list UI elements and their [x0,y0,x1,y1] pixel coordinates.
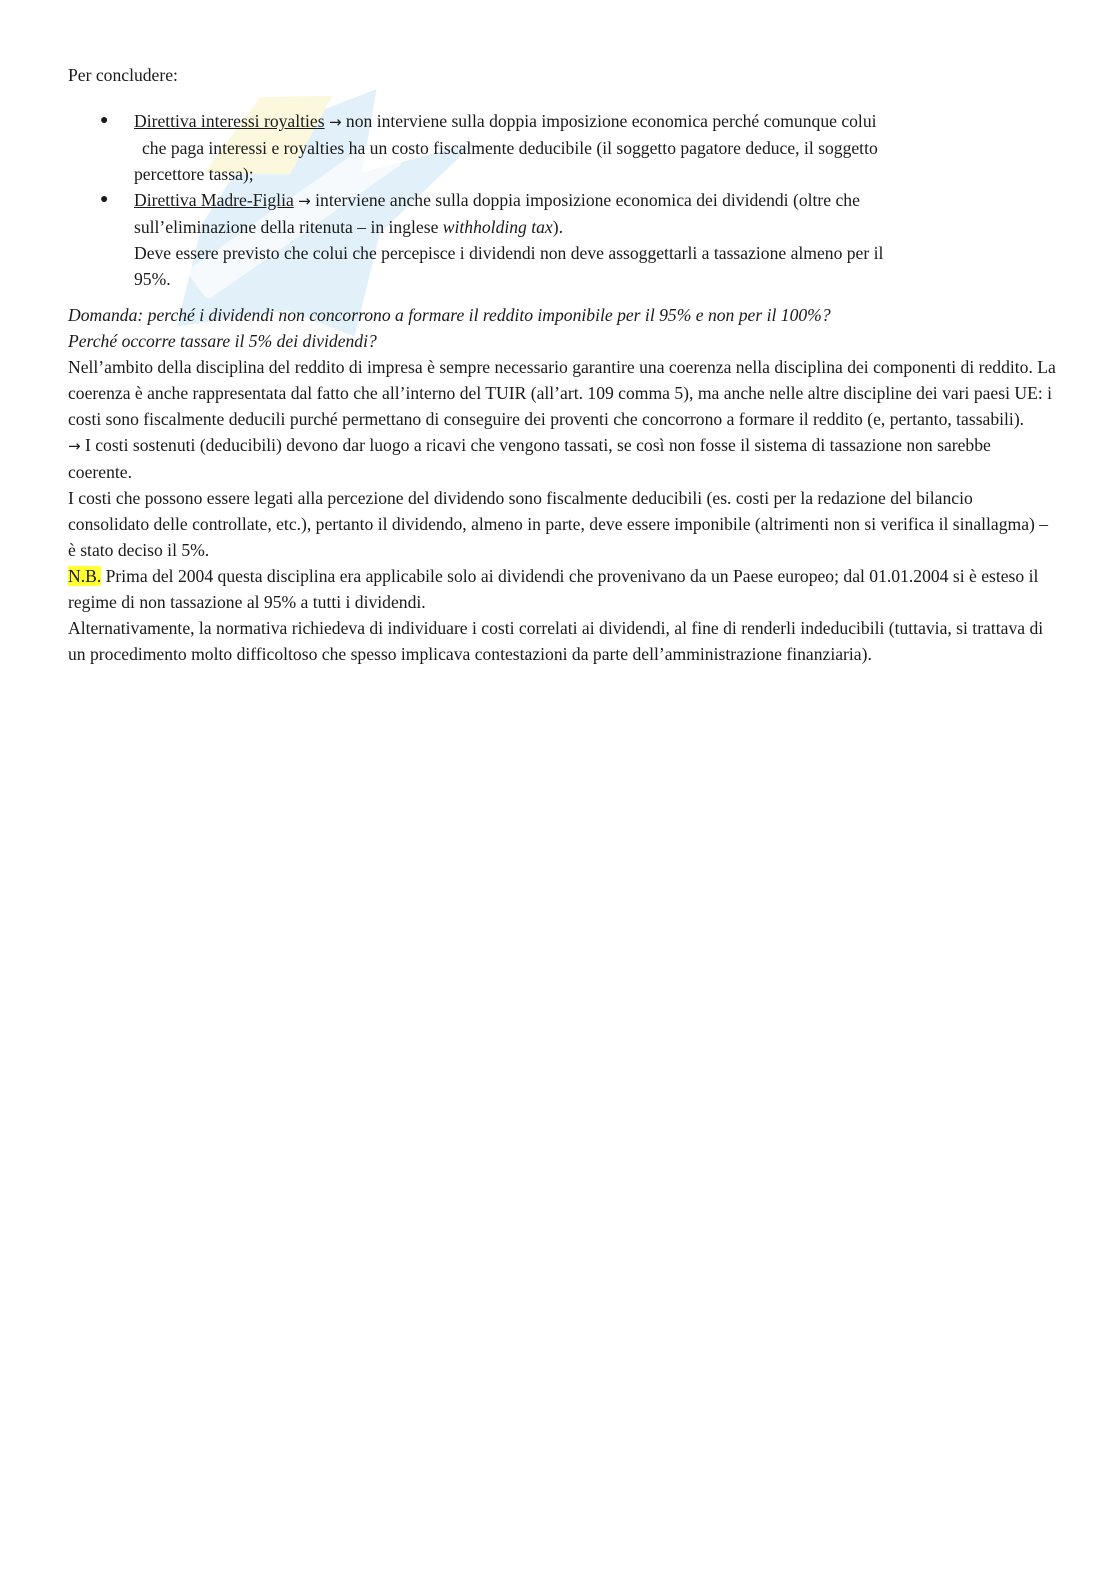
body-paragraph-5: Alternativamente, la normativa richiedeva di individuare i costi correlati ai dividendi, al fine di renderli indeducibili (tuttavia, si trattava di un procedimento molto difficoltoso che spesso implicava contestazioni da parte dell’amministrazione finanziaria). [68,618,1044,664]
arrow-right-icon: → [328,113,342,131]
withholding-tax-term: withholding tax [442,217,553,237]
list-item-royalties [68,108,1058,187]
list-item-madre-figlia [68,187,1058,292]
body-paragraph-2-text: I costi sostenuti (deducibili) devono dar luogo a ricavi che vengono tassati, se così non fosse il sistema di tassazione non sarebbe coerente. [68,435,991,482]
document-content [68,62,1058,667]
madre-figlia-line1: interviene anche sulla doppia imposizione economica dei dividendi (oltre che [310,190,860,210]
nb-paragraph [68,563,1058,615]
madre-figlia-line4: 95%. [134,269,171,289]
intro-text: Per concludere: [68,65,178,85]
royalties-line3: percettore tassa); [134,164,254,184]
madre-figlia-line3: Deve essere previsto che colui che percepisce i dividendi non deve assoggettarli a tassazione almeno per il [134,243,884,263]
question-line1: Domanda: perché i dividendi non concorrono a formare il reddito imponibile per il 95% e non per il 100%? [68,305,831,325]
body-paragraph-3: I costi che possono essere legati alla percezione del dividendo sono fiscalmente deducibili (es. costi per la redazione del bilancio consolidato delle controllate, etc.), pertanto il dividendo, almeno in parte, deve essere imponibile (altrimenti non si verifica il sinallagma) – è stato deciso il 5%. [68,488,1049,560]
arrow-right-icon: → [68,437,81,455]
bullet-icon: ● [100,192,109,207]
royalties-line1: non interviene sulla doppia imposizione economica perché comunque colui [341,111,877,131]
madre-figlia-line2-text: sull’eliminazione della ritenuta – in inglese [134,217,443,237]
arrow-right-icon: → [298,192,311,210]
body-paragraph-2 [68,432,1058,485]
term-madre-figlia: Direttiva Madre-Figlia [134,190,294,210]
madre-figlia-line2-end: ). [552,217,564,237]
directive-list [68,108,1058,292]
question-line2: Perché occorre tassare il 5% dei dividendi? [68,331,377,351]
bullet-icon: ● [100,113,109,128]
nb-text: Prima del 2004 questa disciplina era applicabile solo ai dividendi che provenivano da un Paese europeo; dal 01.01.2004 si è esteso il regime di non tassazione al 95% a tutti i dividendi. [68,566,1039,612]
nb-label: N.B. [68,566,102,586]
body-paragraph-1: Nell’ambito della disciplina del reddito di impresa è sempre necessario garantire una coerenza nella disciplina dei componenti di reddito. La coerenza è anche rappresentata dal fatto che all’interno del TUIR (all’art. 109 comma 5), ma anche nelle altre discipline dei vari paesi UE: i costi sono fiscalmente deducili purché permettano di conseguire dei proventi che concorrono a formare il reddito (e, pertanto, tassabili). [68,357,1056,429]
term-royalties: Direttiva interessi royalties [134,111,325,131]
royalties-line2: che paga interessi e royalties ha un costo fiscalmente deducibile (il soggetto pagatore deduce, il soggetto [142,138,878,158]
madre-figlia-line2 [134,214,1058,240]
